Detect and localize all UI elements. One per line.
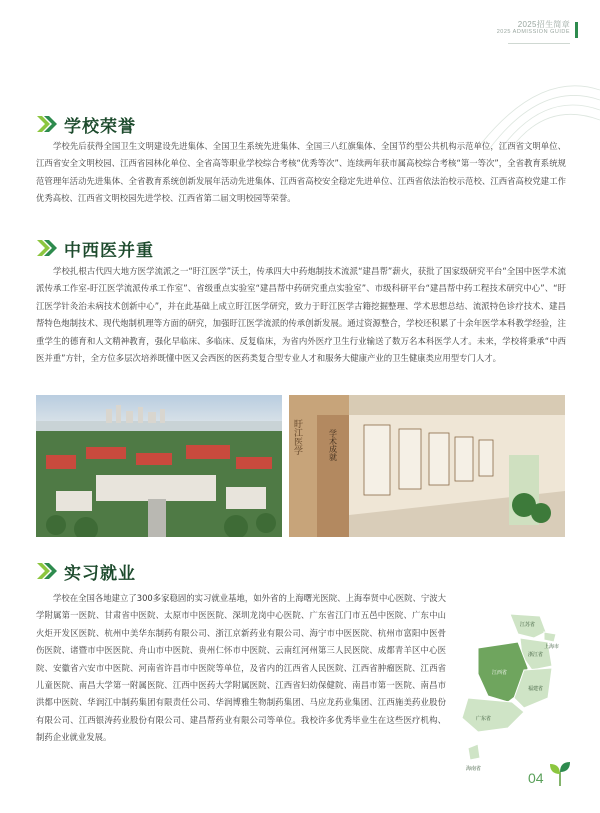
sprout-icon: [548, 760, 572, 786]
section-heading-integration: [36, 237, 154, 259]
header-divider: [508, 43, 570, 44]
section-body-honors: 学校先后获得全国卫生文明建设先进集体、全国卫生系统先进集体、全国三八红旗集体、全国节约型公共机构示范单位，江西省文明单位、江西省安全文明校园、江西省园林化单位、全省高等职业学校综合考核“优秀等次”、连续两年获市属高校综合考核“第一等次”，全省教育系统规范管理年活动先进集体、全省教育系统创新发展年活动先进集体、江西省高校安全稳定先进单位、江西省依法治校示范校、江西省高校党建工作优秀高校、江西省文明校园先进学校、江西省第二届文明校园等荣誉。: [36, 141, 566, 204]
decorative-arc-graphic: [480, 50, 600, 150]
east-china-map-graphic: [448, 608, 568, 778]
chevron-icon: [36, 239, 58, 257]
page-number: 04: [528, 770, 544, 786]
chevron-icon: [36, 562, 58, 580]
chevron-icon: [36, 115, 58, 133]
map-label-zhejiang: 浙江省: [528, 652, 544, 658]
section-title: 中西医并重: [64, 240, 154, 261]
map-label-hainan: 海南省: [466, 766, 482, 772]
section-title: 学校荣誉: [64, 116, 136, 137]
gallery-board-text: 学术成就: [328, 429, 338, 461]
map-label-jiangsu: 江苏省: [520, 622, 536, 628]
section-heading-internship: [36, 560, 136, 582]
section-body-integration: 学校扎根古代四大地方医学流派之一“盱江医学”沃土，传承四大中药炮制技术流派“建昌帮”薪火，获批了国家级研究平台“全国中医学术流派传承工作室-盱江医学流派传承工作室”、省级重点实验室“建昌帮中药研究重点实验室”、市级科研平台“建昌帮中药工程技术研究中心”、“盱江医学针灸治未病技术创新中心”，并在此基础上成立盱江医学研究，致力于盱江医学古籍挖掘整理、学术思想总结、流派特色诊疗技术、建昌帮特色炮制技术、现代炮制机理等方面的研究，加强盱江医学流派的传承创新发展。通过资源整合，学校还积累了十余年医学本科教学经验，注重学生的德育和人文精神教育，强化早临床、多临床、反复临床，为省内外医疗卫生行业输送了数万名本科医学人才。未来，学校将秉承“中西医并重”方针，全方位多层次培养既懂中医又会西医的医药类复合型专业人才和服务大健康产业的卫生健康类应用型专门人才。: [36, 266, 566, 364]
map-label-shanghai: 上海市: [544, 644, 560, 650]
section-body-internship: 学校在全国各地建立了300多家稳固的实习就业基地，如外省的上海曙光医院、上海奉贤中心医院、宁波大学附属第一医院、甘肃省中医院、太原市中医医院、深圳龙岗中心医院、广东省江门市五邑中医院、广东中山火炬开发区医院、杭州中美华东制药有限公司、浙江京新药业有限公司、海宁市中医医院、杭州市富阳中医骨伤医院、诸暨市中医医院、舟山市中医院、贵州仁怀市中医院、云南红河州第三人民医院、成都青羊区中心医院、安徽省六安市中医院、河南省许昌市中医院等单位，及省内的江西省人民医院、江西省肿瘤医院、江西省儿童医院、南昌大学第一附属医院、江西中医药大学附属医院、江西省妇幼保健院、南昌市第一医院、南昌市洪都中医院、华润江中制药集团有限责任公司、华润博雅生物制药集团、马应龙药业集团、江西施美药业股份有限公司、江西银涛药业股份有限公司、建昌帮药业有限公司等单位。我校许多优秀毕业生在这些医疗机构、制药企业就业发展。: [36, 593, 446, 743]
campus-aerial-photo: [36, 395, 282, 537]
section-title: 实习就业: [64, 563, 136, 584]
map-label-guangdong: 广东省: [476, 716, 492, 722]
section-heading-honors: [36, 113, 136, 135]
header-title-cn: 2025招生简章: [517, 20, 570, 29]
xujiang-medicine-gallery-photo: [289, 395, 565, 537]
header-accent-bar: [575, 22, 578, 38]
map-label-fujian: 福建省: [528, 686, 544, 692]
map-label-jiangxi: 江西省: [492, 670, 508, 676]
running-header: [497, 20, 570, 36]
header-title-en: 2025 ADMISSION GUIDE: [496, 29, 570, 36]
gallery-sign-text: 盱江医学: [292, 419, 302, 455]
